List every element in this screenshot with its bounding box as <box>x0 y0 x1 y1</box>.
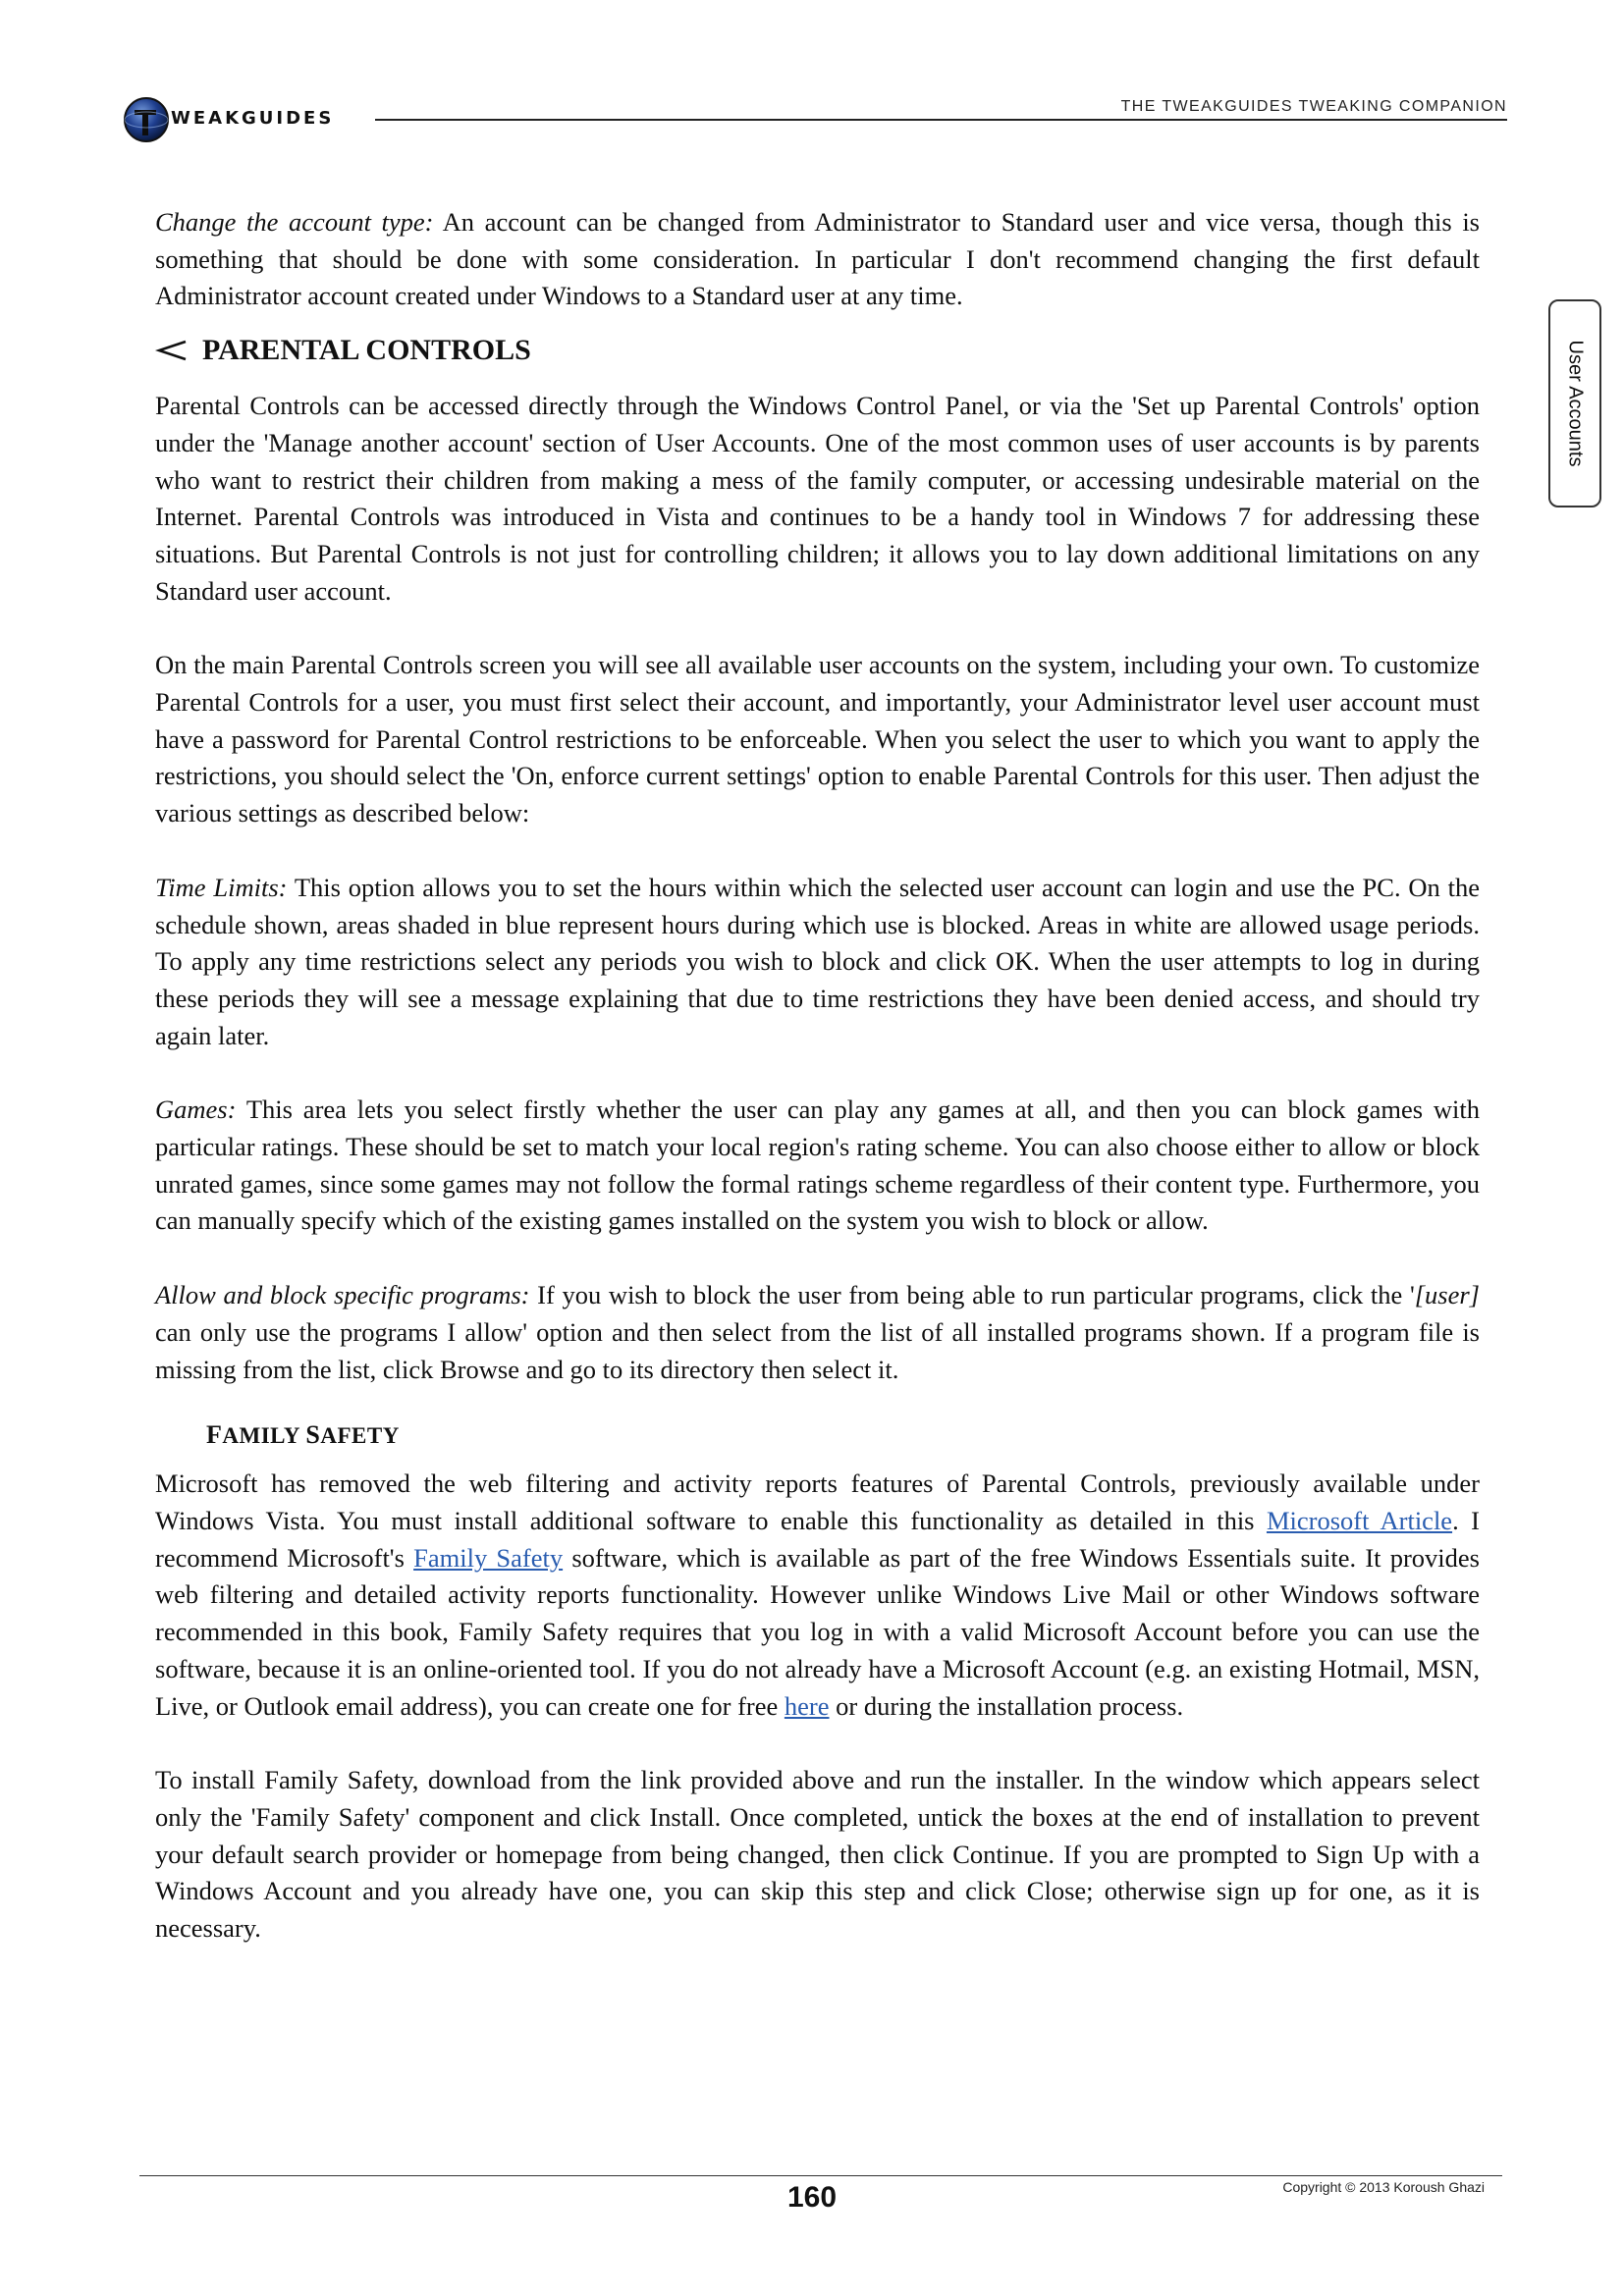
section-heading <box>155 331 1480 370</box>
here-link[interactable]: here <box>784 1690 830 1721</box>
header-rule <box>375 119 1507 121</box>
intro-paragraph <box>155 204 1480 315</box>
time-limits-text: This option allows you to set the hours within which the selected user account can login and use the PC. On the schedule shown, areas shaded in blue represent hours during which use is blocked. Areas in white are allowed usage periods. To apply any time restrictions select any periods you wish to block and click OK. When the user attempts to log in during these periods they will see a message explaining that due to time restrictions they have been denied access, and should try again later. <box>155 872 1480 1050</box>
page-content <box>155 204 1480 1948</box>
parental-controls-paragraph-1: Parental Controls can be accessed directly through the Windows Control Panel, or via the 'Set up Parental Controls' option under the 'Manage another account' section of User Accounts. One of the most common uses of user accounts is by parents who want to restrict their children from making a mess of the family computer, or accessing undesirable material on the Internet. Parental Controls was introduced in Vista and continues to be a handy tool in Windows 7 for addressing these situations. But Parental Controls is not just for controlling children; it allows you to lay down additional limitations on any Standard user account. <box>155 391 1480 606</box>
programs-text-a: If you wish to block the user from being able to run particular programs, click the ' <box>529 1280 1415 1310</box>
time-limits-label: Time Limits: <box>155 872 288 902</box>
programs-paragraph <box>155 1277 1480 1388</box>
page-header <box>123 92 1507 147</box>
chapter-side-tab <box>1548 299 1601 507</box>
games-text: This area lets you select firstly whether the user can play any games at all, and then you can block games with particular ratings. These should be set to match your local region's rating scheme. You can also choose either to allow or block unrated games, since some games may not follow the formal ratings scheme regardless of their content type. Furthermore, you can manually specify which of the existing games installed on the system you wish to block or allow. <box>155 1095 1480 1236</box>
chevron-left-icon <box>155 339 189 362</box>
family-safety-paragraph-2: To install Family Safety, download from the link provided above and run the installer. In the window which appears select only the 'Family Safety' component and click Install. Once completed, untick the boxes at the end of installation to prevent your default search provider or homepage from being changed, then click Continue. If you are prompted to Sign Up with a Windows Account and you already have one, you can skip this step and click Close; otherwise sign up for one, as it is necessary. <box>155 1765 1480 1944</box>
header-title: THE TWEAKGUIDES TWEAKING COMPANION <box>1120 98 1507 115</box>
time-limits-paragraph <box>155 870 1480 1055</box>
family-safety-heading: FAMILY SAFETY <box>206 1420 400 1450</box>
footer-rule <box>139 2175 1502 2176</box>
section-heading-text: PARENTAL CONTROLS <box>202 334 531 367</box>
family-safety-paragraph-1: Microsoft has removed the web filtering and activity reports features of Parental Controls, previously available under Windows Vista. You must install additional software to enable this functionality as detailed in this Microsoft Article. I recommend Microsoft's Family Safety software, which is available as part of the free Windows Essentials suite. It provides web filtering and detailed activity reports functionality. However unlike Windows Live Mail or other Windows software recommended in this book, Family Safety requires that you log in with a valid Microsoft Account before you can use the software, because it is an online-oriented tool. If you do not already have a Microsoft Account (e.g. an existing Hotmail, MSN, Live, or Outlook email address), you can create one for free here or during the installation process. <box>155 1468 1481 1721</box>
side-tab-label: User Accounts <box>1564 340 1587 467</box>
copyright-notice: Copyright © 2013 Koroush Ghazi <box>1282 2179 1485 2195</box>
intro-text: An account can be changed from Administrator to Standard user and vice versa, though this is something that should be done with some consideration. In particular I don't recommend changing the first default Administrator account created under Windows to a Standard user at any time. <box>155 207 1480 311</box>
tweakguides-logo <box>123 92 358 147</box>
games-paragraph <box>155 1092 1480 1240</box>
programs-user-placeholder: [user] <box>1414 1280 1480 1310</box>
games-label: Games: <box>155 1095 237 1125</box>
microsoft-article-link[interactable]: Microsoft Article <box>1266 1505 1453 1535</box>
programs-label: Allow and block specific programs: <box>155 1280 530 1310</box>
family-safety-link[interactable]: Family Safety <box>413 1542 564 1573</box>
page-number: 160 <box>786 2181 838 2214</box>
programs-text-b: can only use the programs I allow' option and then select from the list of all installed programs shown. If a program file is missing from the list, click Browse and go to its directory then select it. <box>155 1316 1480 1384</box>
intro-label: Change the account type: <box>155 207 434 237</box>
globe-logo-icon <box>123 92 174 147</box>
parental-controls-paragraph-2: On the main Parental Controls screen you will see all available user accounts on the system, including your own. To customize Parental Controls for a user, you must first select their account, and importantly, your Administrator level user account must have a password for Parental Control restrictions to be enforceable. When you select the user to which you want to apply the restrictions, you should select the 'On, enforce current settings' option to enable Parental Controls for this user. Then adjust the various settings as described below: <box>155 650 1480 828</box>
logo-wordmark: WEAKGUIDES <box>171 108 335 129</box>
